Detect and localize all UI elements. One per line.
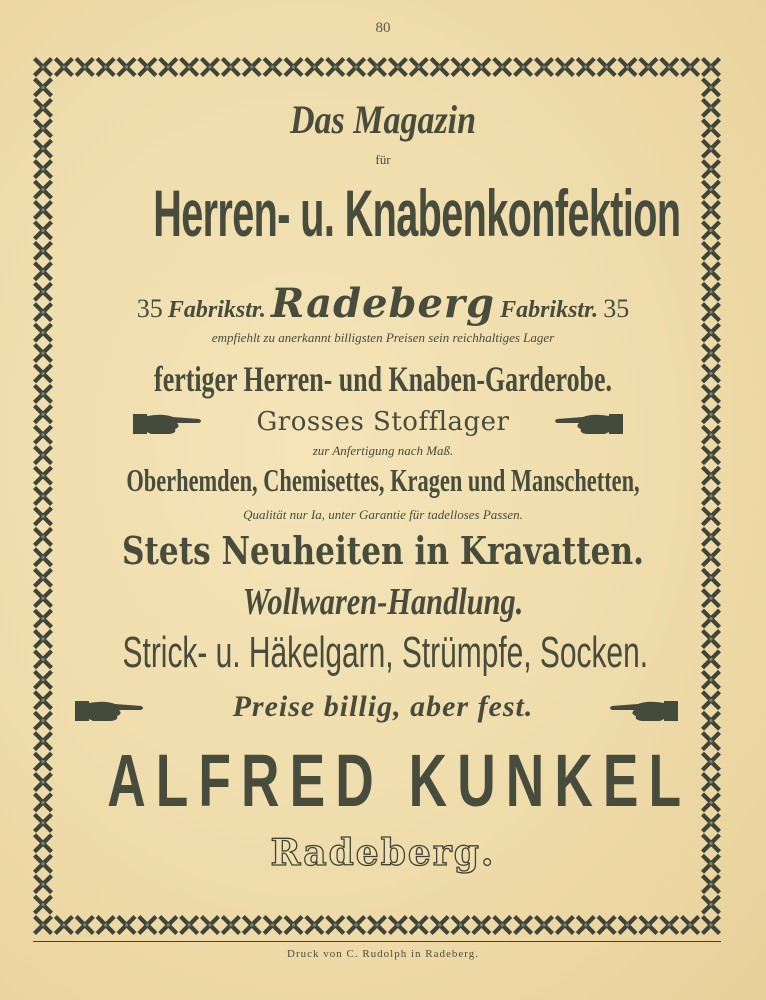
- shirts-collars-cuffs: Oberhemden, Chemisettes, Kragen und Manschetten,: [126, 462, 640, 498]
- heading-das-magazin: Das Magazin: [289, 97, 477, 142]
- street-left: Fabrikstr.: [167, 297, 266, 323]
- page-number: 80: [375, 20, 391, 36]
- ties-novelties: Stets Neuheiten in Kravatten.: [122, 528, 644, 573]
- fabric-stock: Grosses Stofflager: [256, 407, 510, 437]
- title-konfektion: Herren- u. Knabenkonfektion: [153, 176, 681, 250]
- house-number-left: 35: [136, 294, 163, 323]
- wool-shop: Wollwaren-Handlung.: [242, 581, 524, 623]
- pointing-hand-left-icon: [553, 411, 623, 437]
- proprietor-name: ALFRED KUNKEL: [107, 739, 692, 822]
- footer-rule: [33, 941, 721, 942]
- connector-fuer: für: [375, 152, 391, 167]
- house-number-right: 35: [603, 294, 630, 323]
- printer-imprint: Druck von C. Rudolph in Radeberg.: [287, 948, 479, 960]
- pointing-hand-left-icon: [608, 698, 678, 724]
- yarns-stockings-socks: Strick- u. Häkelgarn, Strümpfe, Socken.: [122, 628, 649, 677]
- street-right: Fabrikstr.: [500, 297, 599, 323]
- address-line: [0, 280, 766, 327]
- ready-made-garments: fertiger Herren- und Knaben-Garderobe.: [154, 359, 612, 399]
- made-to-measure: zur Anfertigung nach Maß.: [312, 443, 454, 458]
- recommendation-text: empfiehlt zu anerkannt billigsten Preisen sein reichhaltiges Lager: [211, 330, 555, 345]
- prices-statement: Preise billig, aber fest.: [232, 690, 534, 723]
- quality-guarantee: Qualität nur Ia, unter Garantie für tadelloses Passen.: [243, 507, 523, 522]
- city-name: Radeberg: [271, 280, 495, 327]
- location-radeberg: Radeberg.: [270, 832, 496, 874]
